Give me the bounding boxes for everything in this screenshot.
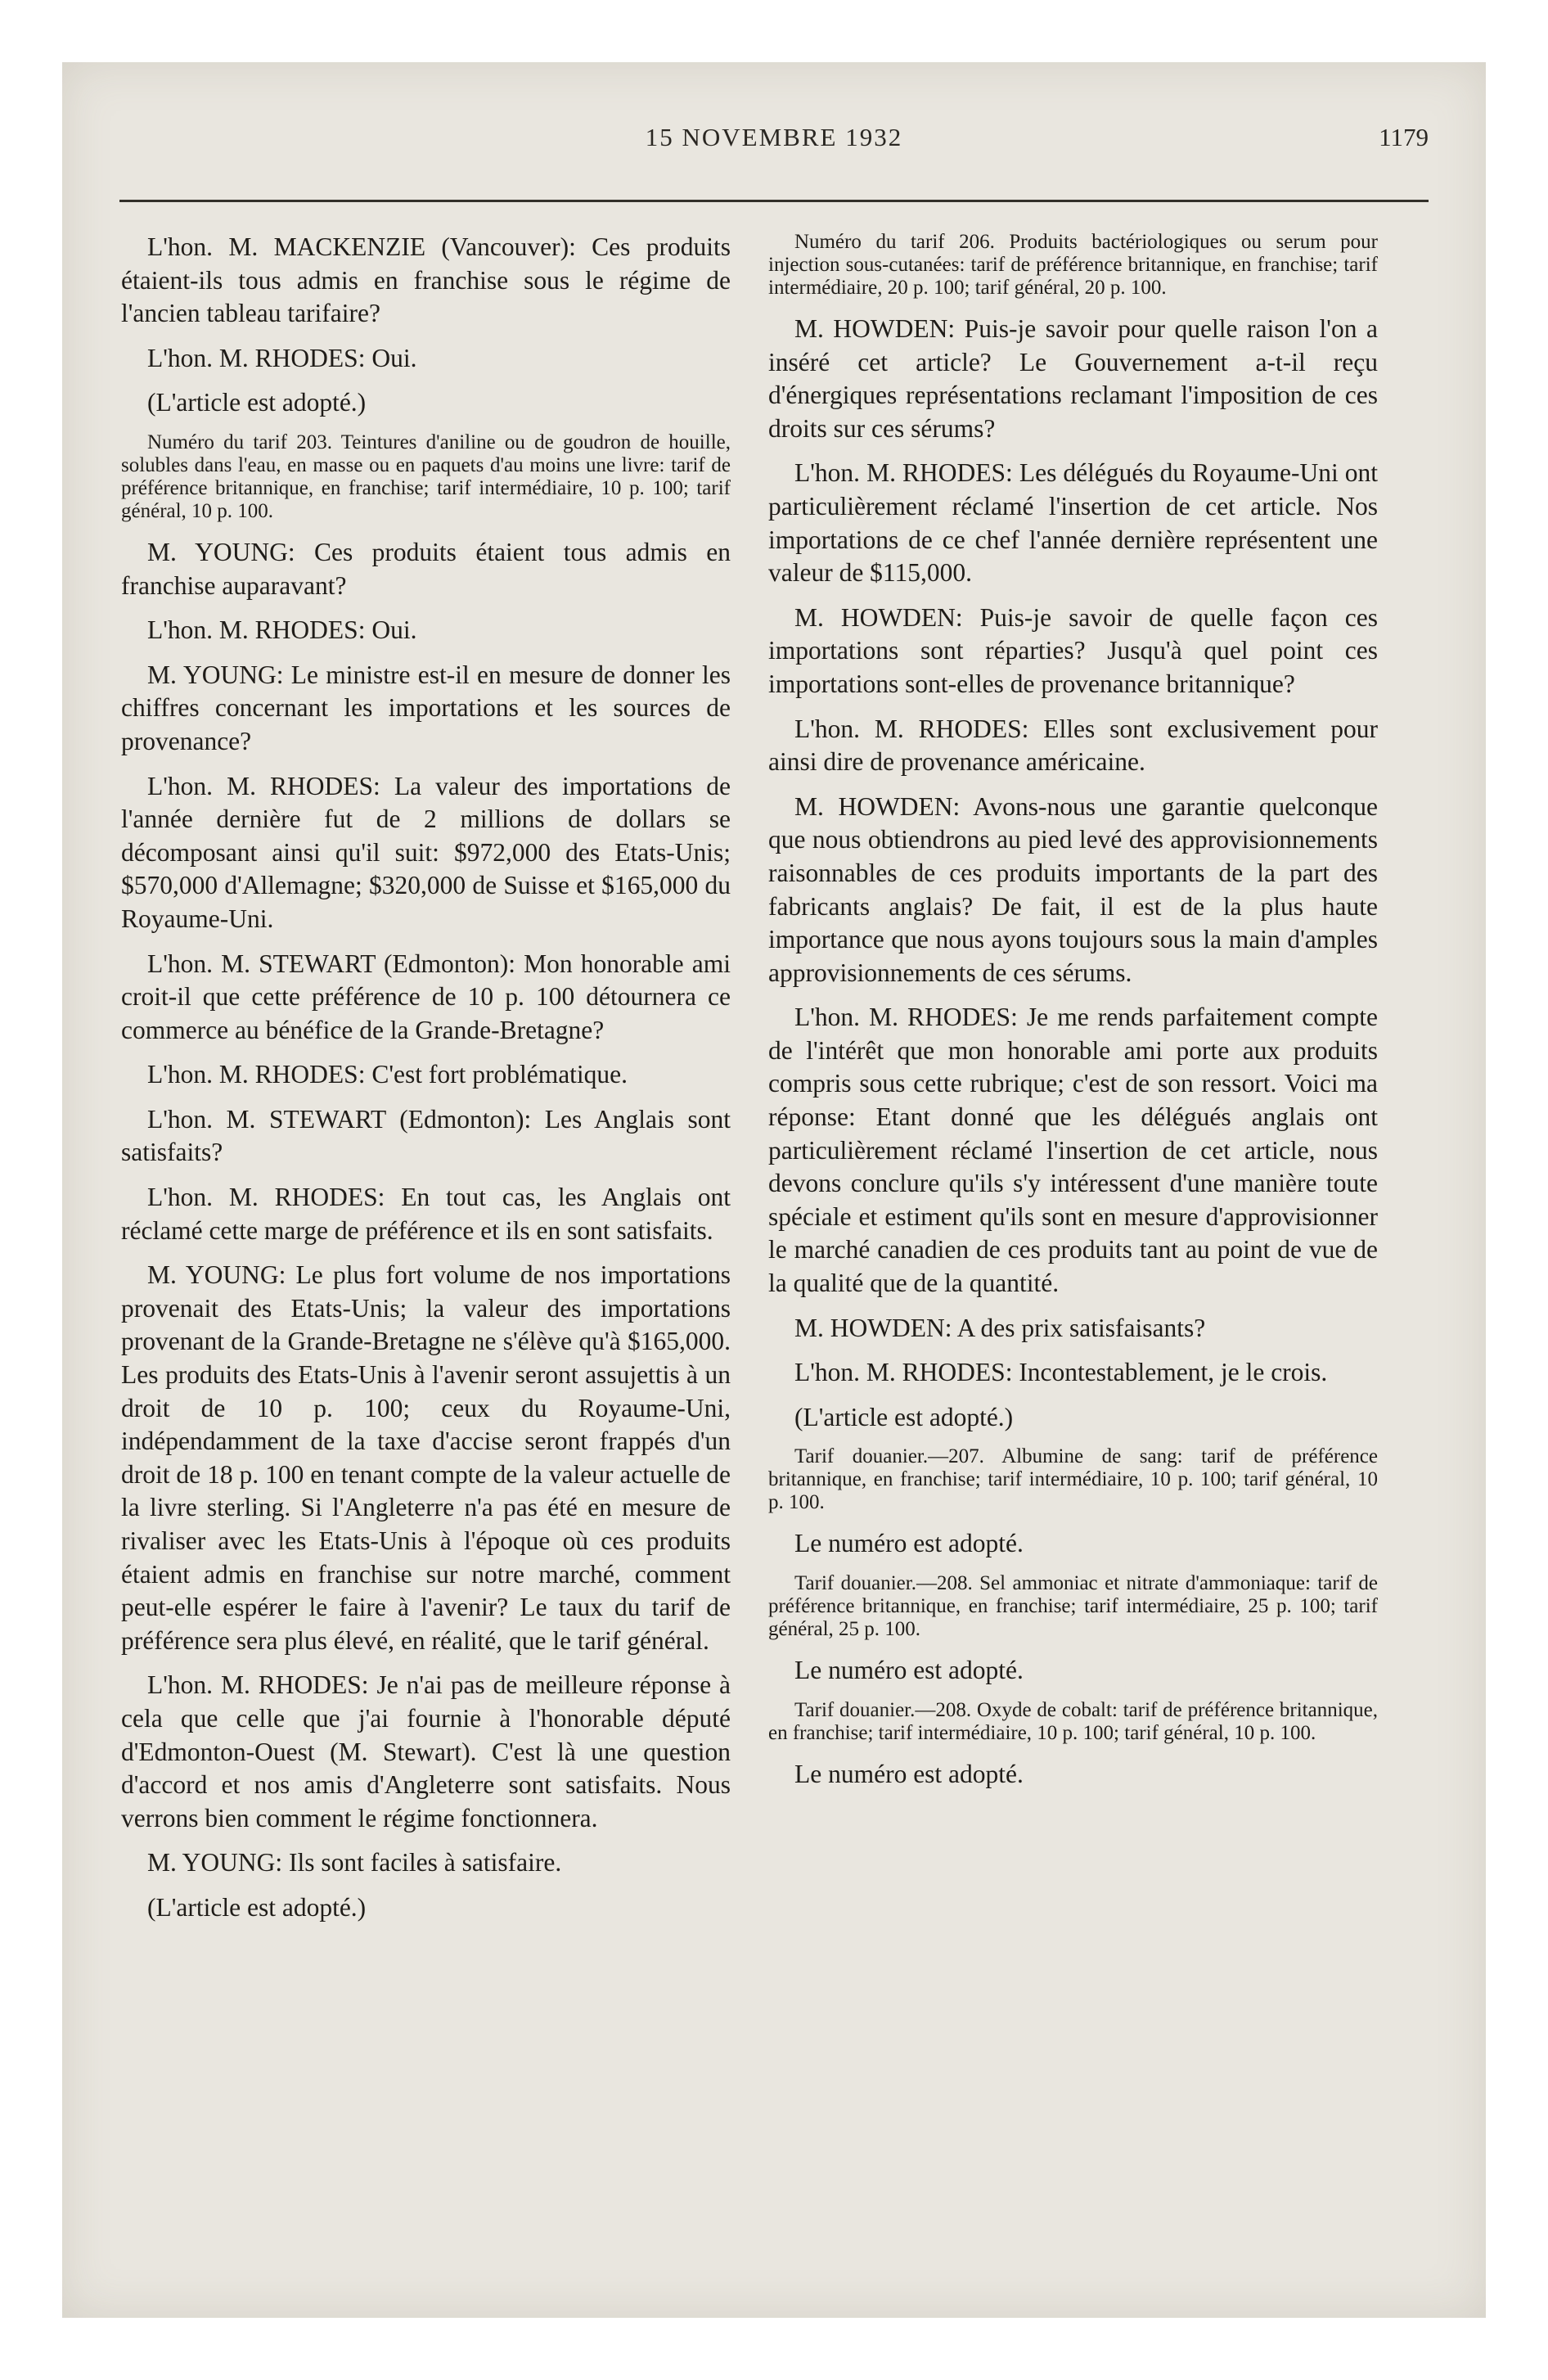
- debate-paragraph: L'hon. M. RHODES: La valeur des importations de l'année dernière fut de 2 millions de dollars se décomposant ainsi qu'il suit: $972,000 des Etats-Unis; $570,000 d'Allemagne; $320,000 de Suisse et $165,000 du Royaume-Uni.: [121, 771, 731, 933]
- scanned-page: [62, 62, 1486, 2318]
- debate-paragraph: M. HOWDEN: Puis-je savoir pour quelle raison l'on a inséré cet article? Le Gouvernement a-t-il reçu d'énergiques représentations reclamant l'imposition de ces droits sur ces sérums?: [768, 314, 1378, 443]
- tariff-item-paragraph: Numéro du tarif 203. Teintures d'aniline ou de goudron de houille, solubles dans l'eau, en masse ou en paquets d'au moins une livre: tarif de préférence britannique, en franchise; tarif intermédiaire, 10 p. 100; tarif général, 10 p. 100.: [121, 430, 731, 522]
- debate-paragraph: L'hon. M. STEWART (Edmonton): Les Anglais sont satisfaits?: [121, 1104, 731, 1167]
- debate-paragraph: L'hon. M. RHODES: Oui.: [147, 615, 417, 645]
- page-number: 1179: [1379, 123, 1429, 151]
- debate-paragraph: M. YOUNG: Ces produits étaient tous admis en franchise auparavant?: [121, 537, 731, 600]
- debate-paragraph: L'hon. M. RHODES: Les délégués du Royaume-Uni ont particulièrement réclamé l'insertion de cet article. Nos importations de ce chef l'année dernière représentent une valeur de $115,000.: [768, 458, 1378, 588]
- debate-paragraph: L'hon. M. RHODES: C'est fort problématique.: [147, 1060, 628, 1089]
- debate-paragraph: M. YOUNG: Le plus fort volume de nos importations provenait des Etats-Unis; la valeur des importations provenant de la Grande-Bretagne ne s'élève qu'à $165,000. Les produits des Etats-Unis à l'avenir seront assujettis à un droit de 10 p. 100; ceux du Royaume-Uni, indépendamment de la taxe d'accise seront frappés d'un droit de 18 p. 100 en tenant compte de la valeur actuelle de la livre sterling. Si l'Angleterre n'a pas été en mesure de rivaliser avec les Etats-Unis à l'époque où ces produits étaient admis en franchise sur notre marché, comment peut-elle espérer le faire à l'avenir? Le taux du tarif de préférence sera plus élevé, en réalité, que le tarif général.: [121, 1260, 731, 1655]
- debate-paragraph: Le numéro est adopté.: [794, 1759, 1024, 1788]
- left-column: [121, 231, 731, 1936]
- tariff-item-paragraph: Numéro du tarif 206. Produits bactériologiques ou serum pour injection sous-cutanées: tarif de préférence britannique, en franchise; tarif intermédiaire, 20 p. 100; tarif général, 20 p. 100.: [768, 231, 1378, 299]
- debate-paragraph: L'hon. M. RHODES: Oui.: [147, 343, 417, 372]
- debate-paragraph: M. YOUNG: Ils sont faciles à satisfaire.: [147, 1848, 562, 1877]
- debate-paragraph: L'hon. M. MACKENZIE (Vancouver): Ces produits étaient-ils tous admis en franchise sous le régime de l'ancien tableau tarifaire?: [121, 232, 731, 328]
- debate-paragraph: (L'article est adopté.): [147, 1892, 367, 1922]
- debate-paragraph: M. HOWDEN: A des prix satisfaisants?: [794, 1313, 1206, 1342]
- debate-paragraph: L'hon. M. RHODES: Je n'ai pas de meilleure réponse à cela que celle que j'ai fournie à l'honorable député d'Edmonton-Ouest (M. Stewart). C'est là une question d'accord et nos amis d'Angleterre sont satisfaits. Nous verrons bien comment le régime fonctionnera.: [121, 1670, 731, 1832]
- debate-paragraph: M. HOWDEN: Puis-je savoir de quelle façon ces importations sont réparties? Jusqu'à quel point ces importations sont-elles de provenance britannique?: [768, 602, 1378, 698]
- page-header: [119, 119, 1429, 169]
- right-column: [768, 231, 1378, 1802]
- debate-paragraph: L'hon. M. RHODES: Je me rends parfaitement compte de l'intérêt que mon honorable ami porte aux produits compris sous cette rubrique; c'est de son ressort. Voici ma réponse: Etant donné que les délégués anglais ont particulièrement réclamé l'insertion de cet article, nous devons conclure qu'ils s'y intéressent d'une manière toute spéciale et estiment qu'ils sont en mesure d'approvisionner le marché canadien de ces produits tant au point de vue de la qualité que de la quantité.: [768, 1003, 1378, 1298]
- header-rule: [119, 200, 1429, 202]
- debate-paragraph: (L'article est adopté.): [147, 388, 367, 417]
- debate-paragraph: M. HOWDEN: Avons-nous une garantie quelconque que nous obtiendrons au pied levé des approvisionnements raisonnables de ces produits importants de la part des fabricants anglais? De fait, il est de la plus haute importance que nous ayons toujours sous la main d'amples approvisionnements de ces sérums.: [768, 791, 1378, 987]
- debate-paragraph: L'hon. M. RHODES: Elles sont exclusivement pour ainsi dire de provenance américaine.: [768, 714, 1378, 777]
- tariff-item-paragraph: Tarif douanier.—208. Sel ammoniac et nitrate d'ammoniaque: tarif de préférence britannique, en franchise; tarif intermédiaire, 25 p. 100; tarif général, 25 p. 100.: [768, 1572, 1378, 1640]
- running-head: 15 NOVEMBRE 1932: [645, 123, 903, 151]
- debate-paragraph: L'hon. M. RHODES: Incontestablement, je le crois.: [794, 1358, 1328, 1387]
- debate-paragraph: L'hon. M. STEWART (Edmonton): Mon honorable ami croit-il que cette préférence de 10 p. 100 détournera ce commerce au bénéfice de la Grande-Bretagne?: [121, 949, 731, 1044]
- debate-paragraph: Le numéro est adopté.: [794, 1656, 1024, 1684]
- debate-paragraph: L'hon. M. RHODES: En tout cas, les Anglais ont réclamé cette marge de préférence et ils en sont satisfaits.: [121, 1183, 731, 1245]
- debate-paragraph: Le numéro est adopté.: [794, 1529, 1024, 1558]
- debate-paragraph: M. YOUNG: Le ministre est-il en mesure de donner les chiffres concernant les importations et les sources de provenance?: [121, 660, 731, 755]
- tariff-item-paragraph: Tarif douanier.—208. Oxyde de cobalt: tarif de préférence britannique, en franchise; tarif intermédiaire, 10 p. 100; tarif général, 10 p. 100.: [768, 1698, 1378, 1744]
- debate-paragraph: (L'article est adopté.): [794, 1402, 1014, 1431]
- tariff-item-paragraph: Tarif douanier.—207. Albumine de sang: tarif de préférence britannique, en franchise; tarif intermédiaire, 10 p. 100; tarif général, 10 p. 100.: [768, 1445, 1378, 1514]
